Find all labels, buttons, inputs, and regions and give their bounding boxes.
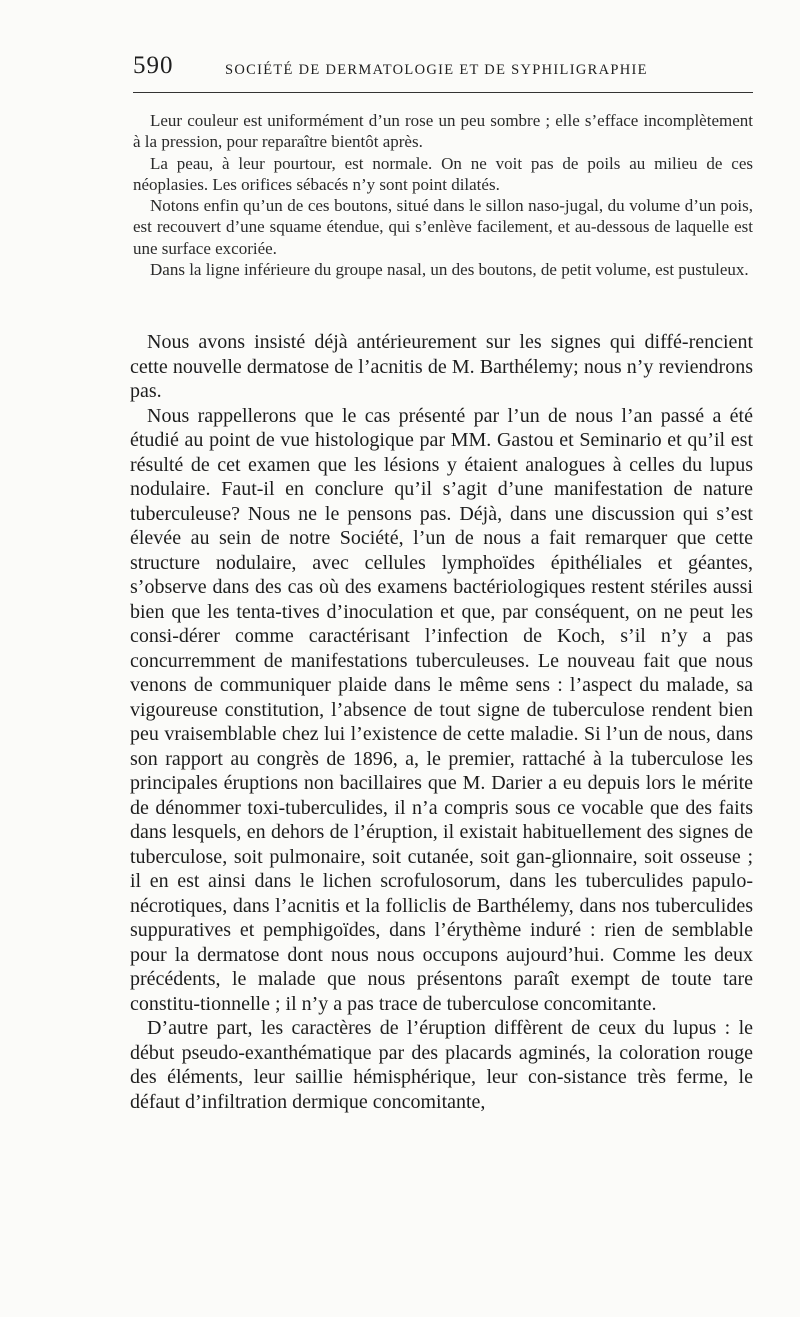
running-title: SOCIÉTÉ DE DERMATOLOGIE ET DE SYPHILIGRAPHIE — [225, 62, 648, 78]
page-header — [133, 52, 753, 82]
page-number: 590 — [133, 52, 174, 79]
main-paragraph-3: D’autre part, les caractères de l’éruption diffèrent de ceux du lupus : le début pseudo-exanthématique par des placards agminés, la coloration rouge des éléments, leur saillie hémisphérique, leur con-sistance très ferme, le défaut d’infiltration dermique concomitante, — [130, 1017, 753, 1113]
intro-paragraph-3: Notons enfin qu’un de ces boutons, situé dans le sillon naso-jugal, du volume d’un pois, est recouvert d’une squame étendue, qui s’enlève facilement, et au-dessous de laquelle est une surface excoriée. — [133, 196, 753, 258]
main-paragraph-2: Nous rappellerons que le cas présenté par l’un de nous l’an passé a été étudié au point de vue histologique par MM. Gastou et Seminario et qu’il est résulté de cet examen que les lésions y étaient analogues à celles du lupus nodulaire. Faut-il en conclure qu’il s’agit d’une manifestation de nature tuberculeuse? Nous ne le pensons pas. Déjà, dans une discussion qui s’est élevée au sein de notre Société, l’un de nous a fait remarquer que cette structure nodulaire, avec cellules lymphoïdes épithéliales et géantes, s’observe dans des cas où des examens bactériologiques restent stériles aussi bien que les tenta-tives d’inoculation et que, par conséquent, on ne peut les consi-dérer comme caractérisant l’infection de Koch, s’il n’y a pas concurremment de manifestations tuberculeuses. Le nouveau fait que nous venons de communiquer plaide dans le même sens : l’aspect du malade, sa vigoureuse constitution, l’absence de tout signe de tuberculose rendent bien peu vraisemblable chez lui l’existence de cette maladie. Si l’un de nous, dans son rapport au congrès de 1896, a, le premier, rattaché à la tuberculose les principales éruptions non bacillaires que M. Darier a eu depuis lors le mérite de dénommer toxi-tuberculides, il n’a compris sous ce vocable que des faits dans lesquels, en dehors de l’éruption, il existait habituellement des signes de tuberculose, soit pulmonaire, soit cutanée, soit gan-glionnaire, soit osseuse ; il en est ainsi dans le lichen scrofulosorum, dans les tuberculides papulo-nécrotiques, dans l’acnitis et la folliclis de Barthélemy, dans nos tuberculides suppuratives et pemphigoïdes, dans l’érythème induré : rien de semblable pour la dermatose dont nous nous occupons aujourd’hui. Comme les deux précédents, le malade que nous présentons paraît exempt de toute tare constitu-tionnelle ; il n’y a pas trace de tuberculose concomitante. — [130, 404, 753, 1015]
main-paragraph-1: Nous avons insisté déjà antérieurement sur les signes qui diffé-rencient cette nouvelle dermatose de l’acnitis de M. Barthélemy; nous n’y reviendrons pas. — [130, 331, 753, 402]
header-rule — [133, 92, 753, 93]
intro-paragraph-1: Leur couleur est uniformément d’un rose un peu sombre ; elle s’efface incomplètement à la pression, pour reparaître bientôt après. — [133, 111, 753, 152]
intro-paragraph-4: Dans la ligne inférieure du groupe nasal, un des boutons, de petit volume, est pustuleux. — [150, 260, 749, 280]
intro-paragraph-2: La peau, à leur pourtour, est normale. On ne voit pas de poils au milieu de ces néoplasies. Les orifices sébacés n’y sont point dilatés. — [133, 153, 753, 194]
small-print-section — [133, 110, 753, 280]
main-text-section — [130, 330, 753, 1114]
